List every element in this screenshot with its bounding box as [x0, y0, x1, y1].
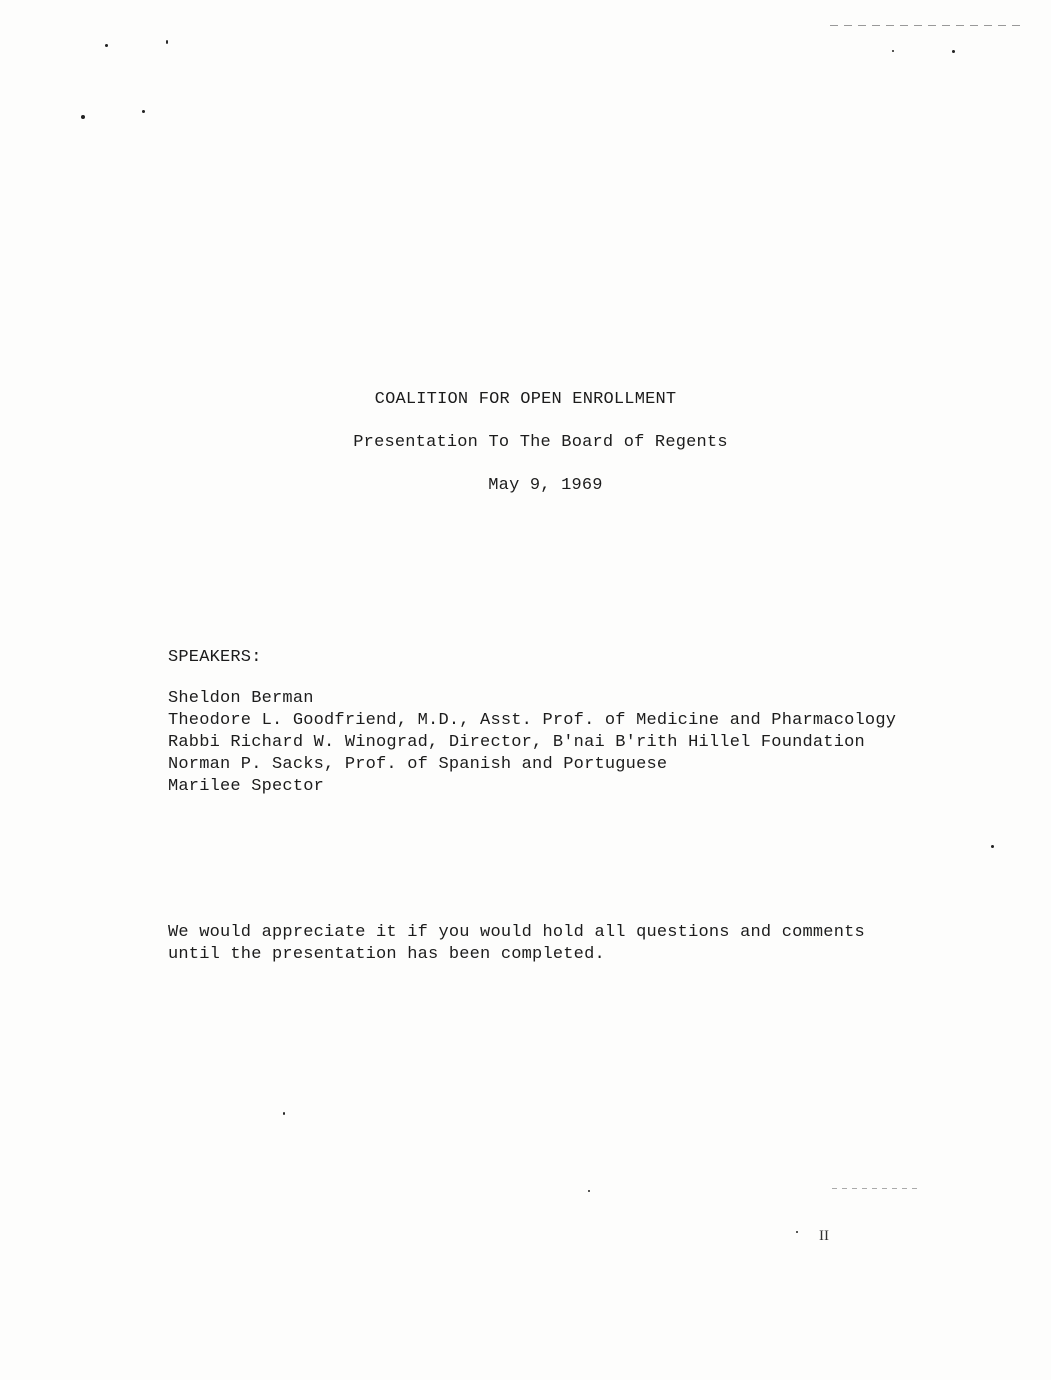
- scan-speck: [892, 50, 894, 52]
- speaker-item: Norman P. Sacks, Prof. of Spanish and Portuguese: [168, 755, 668, 774]
- document-title: COALITION FOR OPEN ENROLLMENT: [374, 390, 677, 409]
- closing-note-line: until the presentation has been completed.: [168, 945, 605, 964]
- page-mark: II: [819, 1228, 829, 1244]
- scan-mark: [830, 25, 1020, 26]
- closing-note-line: We would appreciate it if you would hold all questions and comments: [168, 923, 865, 942]
- scan-speck: [796, 1231, 798, 1233]
- scan-speck: [283, 1112, 285, 1115]
- document-date: May 9, 1969: [488, 476, 603, 495]
- speakers-heading: SPEAKERS:: [168, 648, 262, 667]
- closing-note: [168, 922, 865, 966]
- scan-speck: [166, 40, 168, 44]
- speakers-list: [168, 688, 896, 798]
- speaker-item: Rabbi Richard W. Winograd, Director, B'nai B'rith Hillel Foundation: [168, 733, 865, 752]
- speaker-item: Marilee Spector: [168, 777, 325, 796]
- scan-speck: [81, 115, 85, 119]
- scan-speck: [952, 50, 955, 53]
- scan-speck: [105, 44, 108, 47]
- scan-speck: [142, 110, 145, 113]
- speaker-item: Sheldon Berman: [168, 689, 314, 708]
- scan-mark: [832, 1188, 917, 1189]
- speaker-item: Theodore L. Goodfriend, M.D., Asst. Prof. of Medicine and Pharmacology: [168, 711, 897, 730]
- scan-speck: [588, 1190, 590, 1192]
- scan-speck: [991, 845, 994, 848]
- document-subtitle: Presentation To The Board of Regents: [353, 433, 728, 452]
